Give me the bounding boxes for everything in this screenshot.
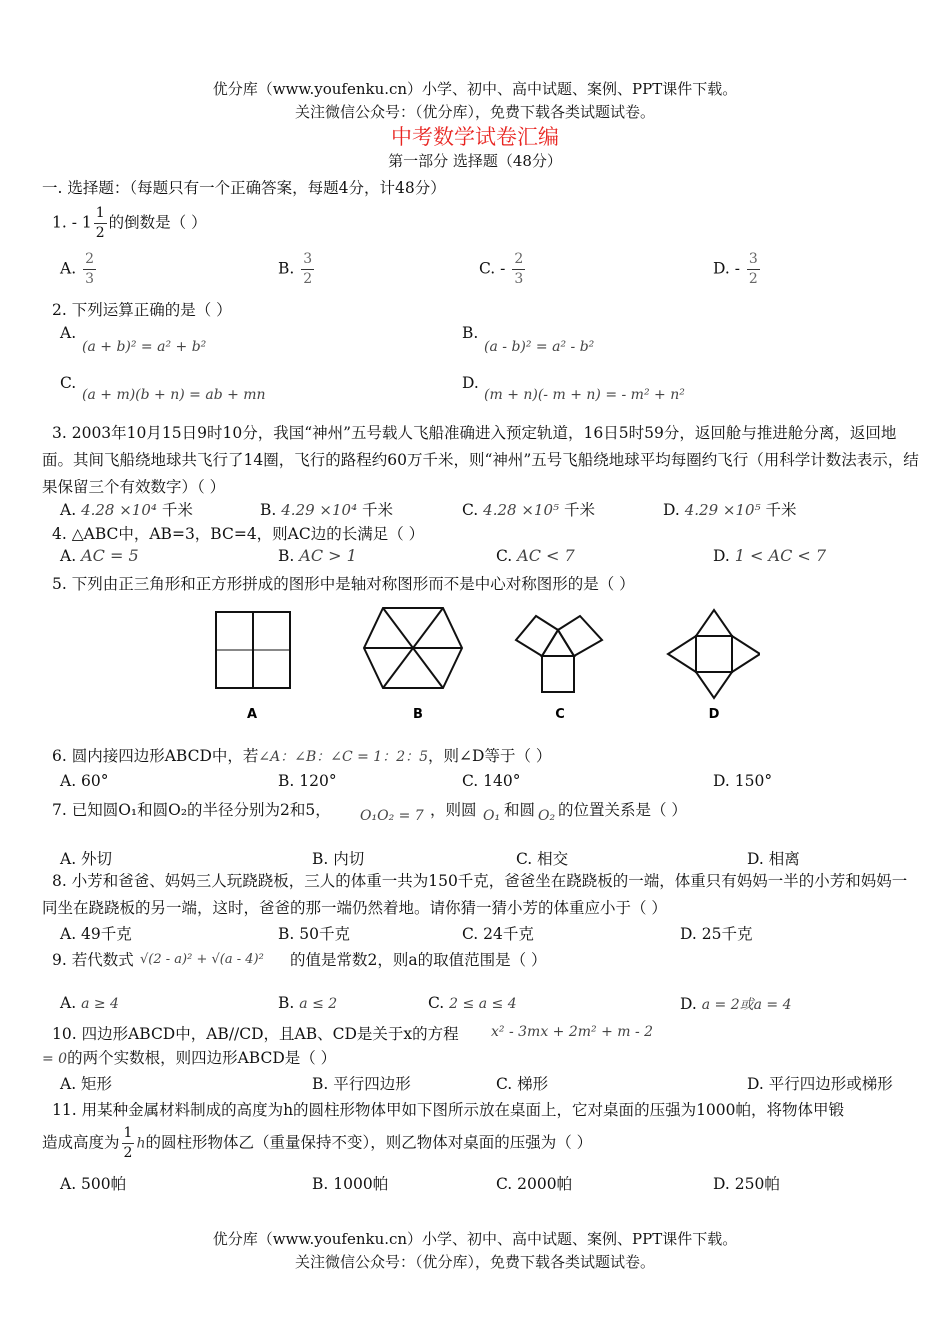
question-9-option-d: D. a = 2或a = 4: [680, 995, 792, 1013]
question-10-option-b: B. 平行四边形: [312, 1075, 411, 1093]
figure-b-label: B: [413, 707, 423, 722]
question-7-option-a: A. 外切: [60, 850, 113, 868]
question-9-stem: 9. 若代数式: [52, 951, 134, 969]
question-7-circle-2: O₂: [538, 808, 556, 824]
question-3-option-d: D. 4.29 ×10⁵ 千米: [663, 501, 797, 519]
question-7-circle-1: O₁: [483, 808, 501, 824]
question-7-option-b: B. 内切: [312, 850, 365, 868]
question-7-mid: ，则圆: [430, 801, 477, 819]
figure-d-label: D: [708, 707, 720, 722]
figure-a-label: A: [246, 707, 258, 722]
question-2-option-d: (m + n)(- m + n) = - m² + n²: [484, 387, 685, 403]
question-3-option-a: A. 4.28 ×10⁴ 千米: [60, 501, 193, 519]
question-5-figures: [200, 600, 760, 730]
header-line-2: 关注微信公众号：（优分库），免费下载各类试题试卷。: [294, 103, 655, 121]
question-10-line-2: = 0的两个实数根，则四边形ABCD是（ ）: [42, 1049, 337, 1067]
question-7-stem: 7. 已知圆O₁和圆O₂的半径分别为2和5，: [52, 801, 331, 819]
question-6-stem: 6. 圆内接四边形ABCD中，若∠A：∠B：∠C = 1：2：5，则∠D等于（ ）: [52, 747, 552, 765]
question-4-option-a: A. AC = 5: [60, 546, 139, 565]
figure-b: [364, 608, 462, 688]
question-6-option-d: D. 150°: [713, 772, 773, 790]
question-9-expression: √(2 - a)² + √(a - 4)²: [140, 952, 264, 967]
question-2-option-b: (a - b)² = a² - b²: [484, 339, 595, 355]
footer-line-2: 关注微信公众号：（优分库），免费下载各类试题试卷。: [294, 1253, 655, 1271]
question-11-option-b: B. 1000帕: [312, 1175, 389, 1193]
question-4-option-c: C. AC < 7: [496, 546, 575, 565]
question-2-option-d-label: D.: [462, 374, 479, 392]
question-3-stem: 3. 2003年10月15日9时10分，我国“神州”五号载人飞船准确进入预定轨道，16日5时59分，返回舱与推进舱分离，返回地面。其间飞船绕地球共飞行了14圈，飞行的路程约60万千米，则“神州”五号飞船绕地球平均每圈约飞行（用科学计数法表示，结果保留三个有效数字）（ ）: [42, 424, 919, 496]
question-7-option-c: C. 相交: [516, 850, 569, 868]
question-8-option-a: A. 49千克: [60, 925, 132, 943]
question-3-option-c: C. 4.28 ×10⁵ 千米: [462, 501, 595, 519]
question-6-option-a: A. 60°: [60, 772, 109, 790]
question-1-option-c: C. - $\frac{2}{3}$: [479, 251, 524, 287]
footer-line-1: 优分库（www.youfenku.cn）小学、初中、高中试题、案例、PPT课件下载。: [212, 1230, 738, 1248]
question-6-option-b: B. 120°: [278, 772, 337, 790]
question-11-line-2: 造成高度为 $\frac{1}{2}$ h的圆柱形物体乙（重量保持不变），则乙物体对桌面的压强为（ ）: [42, 1125, 593, 1161]
question-1-option-d: D. - $\frac{3}{2}$: [713, 251, 758, 287]
question-10-option-c: C. 梯形: [496, 1075, 549, 1093]
question-3-option-b: B. 4.29 ×10⁴ 千米: [260, 501, 394, 519]
question-10-stem: 10. 四边形ABCD中，AB//CD，且AB、CD是关于x的方程: [52, 1025, 459, 1043]
question-8-option-b: B. 50千克: [278, 925, 350, 943]
question-7-option-d: D. 相离: [747, 850, 800, 868]
question-5-stem: 5. 下列由正三角形和正方形拼成的图形中是轴对称图形而不是中心对称图形的是（ ）: [52, 575, 635, 593]
question-7-and: 和圆: [504, 801, 536, 819]
question-4-stem: 4. △ABC中，AB=3，BC=4，则AC边的长满足（ ）: [52, 525, 425, 543]
question-11-option-a: A. 500帕: [60, 1175, 127, 1193]
question-9-option-a: A. a ≥ 4: [60, 994, 119, 1012]
question-11-option-c: C. 2000帕: [496, 1175, 573, 1193]
question-1-option-a: A. $\frac{2}{3}$: [60, 251, 94, 287]
section-heading: 一. 选择题：（每题只有一个正确答案，每题4分，计48分）: [42, 179, 446, 197]
page-title: 中考数学试卷汇编: [391, 125, 559, 149]
question-4-option-b: B. AC > 1: [278, 546, 357, 565]
question-2-option-b-label: B.: [462, 324, 479, 342]
question-2-option-c-label: C.: [60, 374, 77, 392]
question-2-option-c: (a + m)(b + n) = ab + mn: [82, 387, 266, 403]
question-11-line-1: 11. 用某种金属材料制成的高度为h的圆柱形物体甲如下图所示放在桌面上，它对桌面的压强为1000帕，将物体甲锻: [52, 1101, 845, 1119]
question-8-option-d: D. 25千克: [680, 925, 753, 943]
figure-c-label: C: [555, 707, 565, 722]
figure-a: [216, 612, 290, 688]
question-7-distance: O₁O₂ = 7: [360, 808, 424, 824]
question-10-option-a: A. 矩形: [60, 1075, 113, 1093]
question-2-option-a-label: A.: [60, 324, 77, 342]
question-6-option-c: C. 140°: [462, 772, 521, 790]
question-2-stem: 2. 下列运算正确的是（ ）: [52, 301, 232, 319]
question-9-post: 的值是常数2，则a的取值范围是（ ）: [290, 951, 547, 969]
question-10-equation: x² - 3mx + 2m² + m - 2: [491, 1024, 654, 1040]
question-4-option-d: D. 1 < AC < 7: [713, 546, 827, 565]
question-1-stem: 1. - 1 $\frac{1}{2}$ 的倒数是（ ）: [52, 205, 207, 241]
question-8-option-c: C. 24千克: [462, 925, 534, 943]
figure-c: [516, 616, 602, 692]
question-11-option-d: D. 250帕: [713, 1175, 780, 1193]
question-2-option-a: (a + b)² = a² + b²: [82, 339, 207, 355]
question-10-option-d: D. 平行四边形或梯形: [747, 1075, 893, 1093]
question-1-option-b: B. $\frac{3}{2}$: [278, 251, 313, 287]
question-9-option-b: B. a ≤ 2: [278, 994, 338, 1012]
part-heading: 第一部分 选择题（48分）: [388, 152, 562, 170]
question-8-stem: 8. 小芳和爸爸、妈妈三人玩跷跷板，三人的体重一共为150千克，爸爸坐在跷跷板的一端，体重只有妈妈一半的小芳和妈妈一同坐在跷跷板的另一端，这时，爸爸的那一端仍然着地。请你猜一猜小芳的体重应小于（ ）: [42, 872, 908, 917]
question-7-post: 的位置关系是（ ）: [558, 801, 687, 819]
question-9-option-c: C. 2 ≤ a ≤ 4: [428, 994, 517, 1012]
figure-d: [668, 610, 760, 698]
header-line-1: 优分库（www.youfenku.cn）小学、初中、高中试题、案例、PPT课件下载。: [212, 80, 738, 98]
